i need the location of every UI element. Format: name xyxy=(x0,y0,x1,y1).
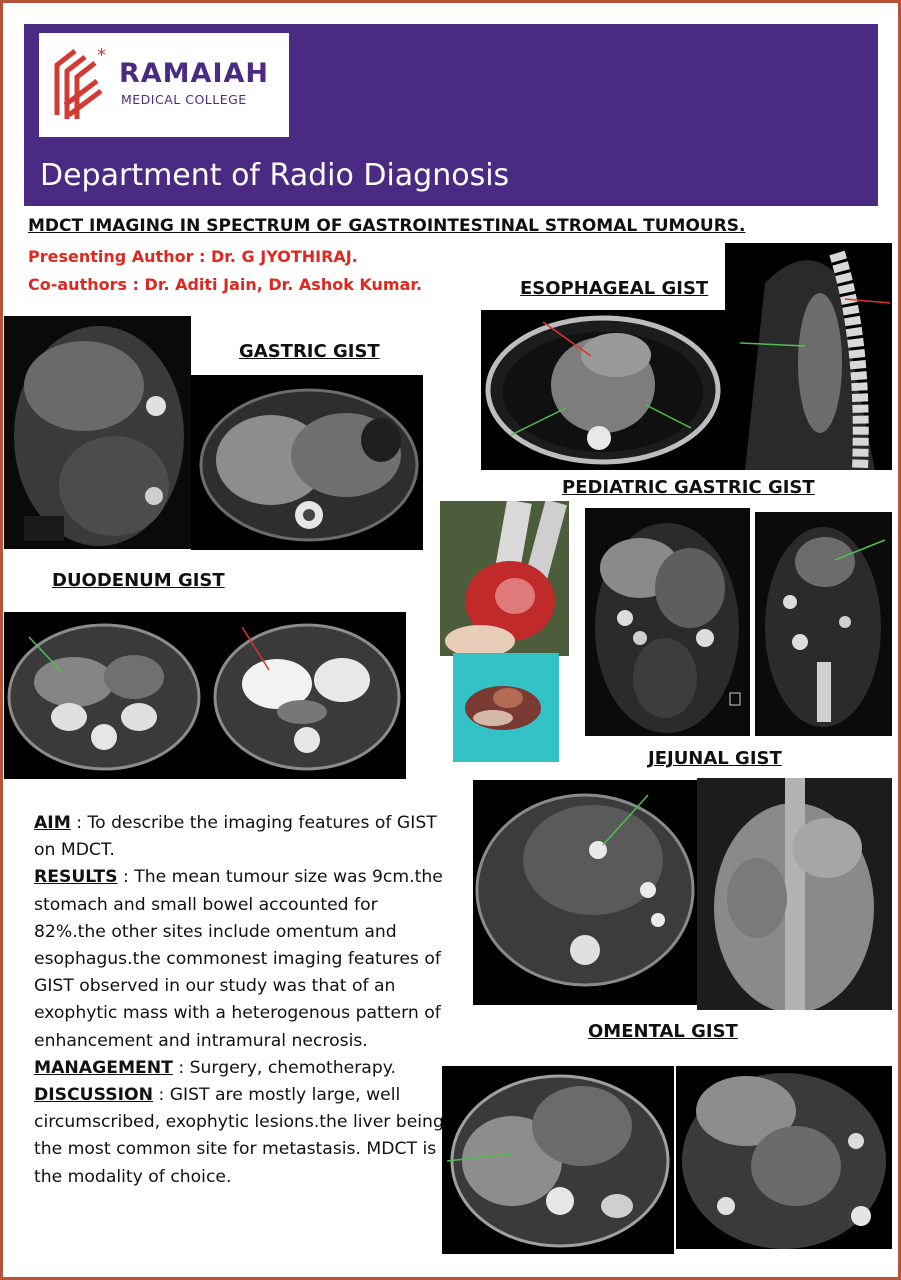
presenting-author: Presenting Author : Dr. G JYOTHIRAJ. xyxy=(28,247,358,266)
label-esophageal: ESOPHAGEAL GIST xyxy=(520,278,709,299)
ct-coronal-omental xyxy=(676,1066,892,1249)
ct-axial-duodenum-1 xyxy=(4,612,207,779)
ct-coronal-pediatric-2 xyxy=(755,512,892,736)
aim-label: AIM xyxy=(34,813,71,833)
discussion-paragraph xyxy=(34,1082,454,1191)
body-text xyxy=(34,810,454,1191)
ct-coronal-pediatric-1 xyxy=(585,508,750,736)
management-label: MANAGEMENT xyxy=(34,1057,173,1078)
results-label: RESULTS xyxy=(34,867,118,888)
ct-axial-esophageal xyxy=(481,310,726,470)
ct-axial-gastric xyxy=(191,375,423,550)
specimen-photo xyxy=(453,653,559,762)
ct-sagittal-esophageal xyxy=(725,243,892,470)
ct-coronal-gastric xyxy=(4,316,191,549)
label-gastric: GASTRIC GIST xyxy=(239,341,380,362)
ramaiah-logo-icon xyxy=(45,45,115,125)
logo-subtitle: MEDICAL COLLEGE xyxy=(121,92,247,107)
ct-axial-duodenum-2 xyxy=(207,612,406,779)
aim-paragraph xyxy=(34,810,454,864)
management-text: : Surgery, chemotherapy. xyxy=(172,1057,396,1078)
results-paragraph xyxy=(34,864,454,1054)
label-jejunal: JEJUNAL GIST xyxy=(648,748,782,769)
xray-abdomen-jejunal xyxy=(697,778,892,1010)
discussion-label: DISCUSSION xyxy=(34,1085,153,1106)
aim-text: : To describe the imaging features of GIST on MDCT. xyxy=(34,813,437,861)
co-authors: Co-authors : Dr. Aditi Jain, Dr. Ashok Kumar. xyxy=(28,275,423,294)
svg-text:*: * xyxy=(97,45,106,66)
label-pediatric: PEDIATRIC GASTRIC GIST xyxy=(562,477,815,498)
department-title: Department of Radio Diagnosis xyxy=(40,158,510,193)
label-omental: OMENTAL GIST xyxy=(588,1021,738,1042)
discussion-text: : GIST are mostly large, well circumscribed, exophytic lesions.the liver being the most common site for metastasis. MDCT is the modality of choice. xyxy=(34,1085,444,1187)
results-text: : The mean tumour size was 9cm.the stomach and small bowel accounted for 82%.the other sites include omentum and esophagus.the commonest imaging features of GIST observed in our study was that of an exophytic mass with a heterogenous pattern of enhancement and intramural necrosis. xyxy=(34,867,443,1051)
ct-axial-jejunal xyxy=(473,780,697,1005)
logo-name: RAMAIAH xyxy=(119,58,269,89)
label-duodenum: DUODENUM GIST xyxy=(52,570,225,591)
poster-title: MDCT IMAGING IN SPECTRUM OF GASTROINTESTINAL STROMAL TUMOURS. xyxy=(28,216,746,236)
ct-axial-omental xyxy=(442,1066,674,1254)
management-paragraph xyxy=(34,1055,454,1082)
surgical-photo xyxy=(440,501,569,656)
